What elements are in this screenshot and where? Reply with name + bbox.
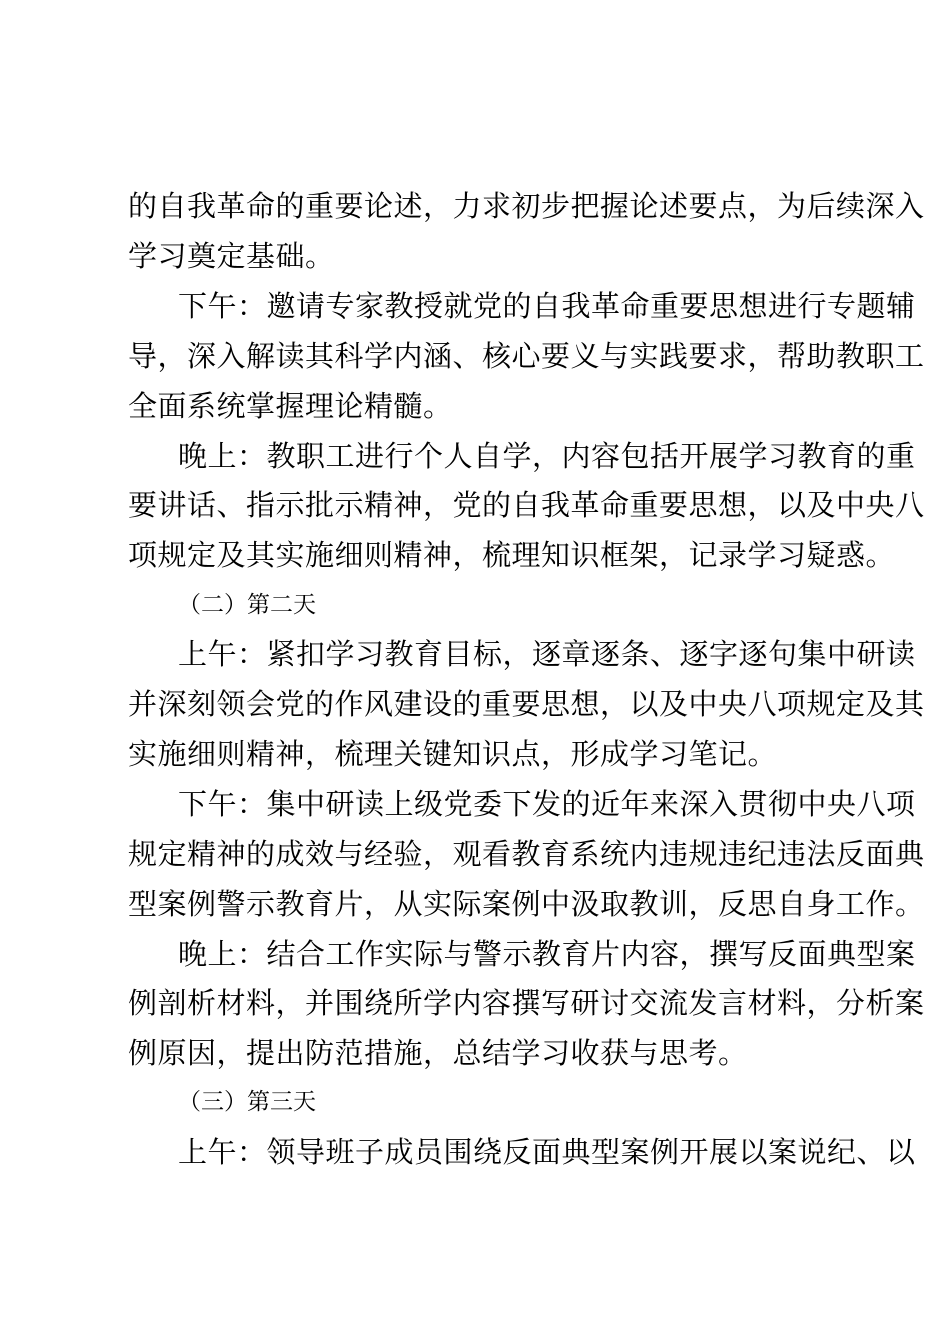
- paragraph-line: 型案例警示教育片，从实际案例中汲取教训，反思自身工作。: [128, 887, 925, 921]
- paragraph-line: 例剖析材料，并围绕所学内容撰写研讨交流发言材料，分析案: [128, 986, 925, 1020]
- paragraph-line: 学习奠定基础。: [128, 239, 335, 273]
- paragraph-line: 上午：领导班子成员围绕反面典型案例开展以案说纪、以: [178, 1135, 916, 1169]
- paragraph-line: 项规定及其实施细则精神，梳理知识框架，记录学习疑惑。: [128, 538, 896, 572]
- paragraph-line: 全面系统掌握理论精髓。: [128, 389, 453, 423]
- section-heading: （二）第二天: [178, 592, 316, 618]
- paragraph-line: 规定精神的成效与经验，观看教育系统内违规违纪违法反面典: [128, 837, 925, 871]
- paragraph-line: 实施细则精神，梳理关键知识点，形成学习笔记。: [128, 737, 778, 771]
- paragraph-line: 上午：紧扣学习教育目标，逐章逐条、逐字逐句集中研读: [178, 637, 916, 671]
- paragraph-line: 的自我革命的重要论述，力求初步把握论述要点，为后续深入: [128, 189, 925, 223]
- paragraph-line: 晚上：教职工进行个人自学，内容包括开展学习教育的重: [178, 439, 916, 473]
- paragraph-line: 下午：集中研读上级党委下发的近年来深入贯彻中央八项: [178, 787, 916, 821]
- section-heading: （三）第三天: [178, 1089, 316, 1115]
- paragraph-line: 例原因，提出防范措施，总结学习收获与思考。: [128, 1036, 748, 1070]
- paragraph-line: 下午：邀请专家教授就党的自我革命重要思想进行专题辅: [178, 289, 916, 323]
- paragraph-line: 要讲话、指示批示精神，党的自我革命重要思想，以及中央八: [128, 488, 925, 522]
- paragraph-line: 导，深入解读其科学内涵、核心要义与实践要求，帮助教职工: [128, 339, 925, 373]
- paragraph-line: 并深刻领会党的作风建设的重要思想，以及中央八项规定及其: [128, 687, 925, 721]
- paragraph-line: 晚上：结合工作实际与警示教育片内容，撰写反面典型案: [178, 937, 916, 971]
